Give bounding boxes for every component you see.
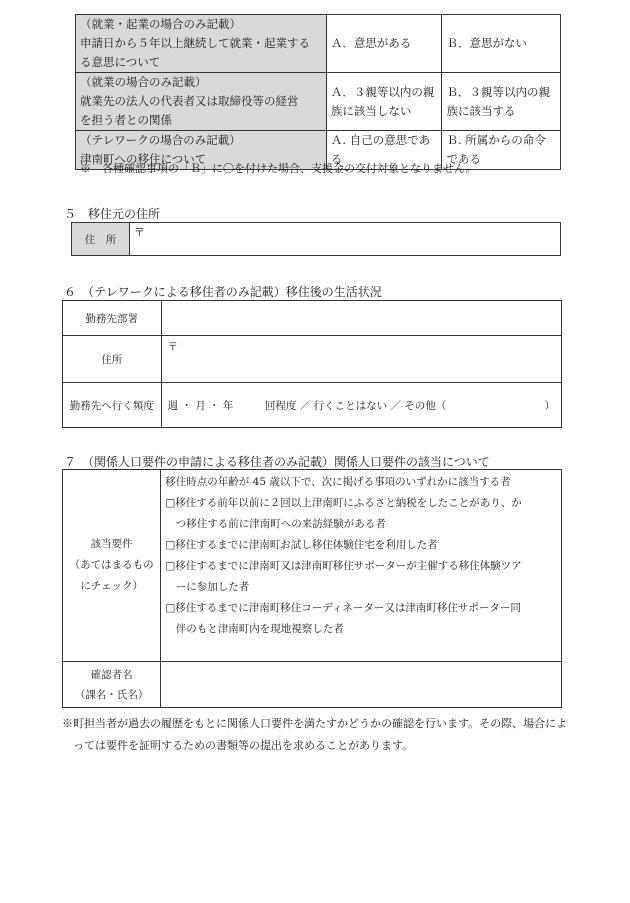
- frequency-label-cell: [63, 383, 162, 428]
- confirmer-field[interactable]: [161, 662, 562, 708]
- option-a-text: Ａ. 自己の意思であ: [330, 133, 431, 147]
- question-cell: [76, 15, 327, 73]
- option-a-cell[interactable]: [326, 15, 442, 73]
- option-b-text: である: [446, 152, 481, 166]
- confirmer-label-line: （課名・氏名）: [74, 688, 149, 701]
- related-population-table: [62, 469, 562, 708]
- requirement-intro: 移住時点の年齢が 45 歳以下で、次に掲げる事項のいずれかに該当する者: [165, 476, 511, 488]
- option-b-text: 族に該当する: [446, 103, 516, 118]
- requirement-checkbox-trial-house[interactable]: □移住するまでに津南町お試し移住体験住宅を利用した者: [165, 539, 438, 551]
- question-line: （就業の場合のみ記載）: [80, 75, 207, 89]
- requirement-checkbox-site-visit[interactable]: □移住するまでに津南町移住コーディネーター又は津南町移住サポーター同: [165, 602, 521, 614]
- workplace-label-cell: [63, 301, 162, 336]
- requirement-text-continued: つ移住する前に津南町への来訪経験がある者: [165, 518, 386, 530]
- option-a-text: る: [330, 152, 343, 166]
- frequency-field[interactable]: [161, 383, 561, 428]
- requirement-label-line: 該当要件: [90, 538, 133, 550]
- requirement-text-continued: ーに参加した者: [165, 581, 250, 593]
- option-a-text: Ａ．３親等以内の親: [330, 84, 435, 99]
- footnote-line: っては要件を証明するための書類等の提出を求めることがあります。: [62, 739, 414, 752]
- requirement-text-continued: 伴のもと津南町内を現地視察した者: [165, 623, 344, 635]
- question-line: る意思について: [80, 55, 161, 69]
- postal-mark: 〒: [167, 341, 179, 353]
- confirm-row-relationship: [76, 73, 561, 131]
- new-address-field[interactable]: [161, 336, 561, 383]
- frequency-close-paren: ）: [544, 399, 555, 412]
- footnote: [62, 713, 567, 757]
- option-b-cell[interactable]: [442, 15, 561, 73]
- option-b-text: Ｂ．３親等以内の親: [446, 84, 550, 99]
- section7-heading: ７ （関係人口要件の申請による移住者のみ記載）関係人口要件の該当について: [64, 455, 490, 469]
- workplace-label: 勤務先部署: [85, 312, 139, 325]
- question-line: を担う者との関係: [80, 113, 172, 127]
- section5-heading: ５ 移住元の住所: [64, 207, 161, 221]
- question-line: （就業・起業の場合のみ記載）: [80, 17, 241, 31]
- new-address-label: 住所: [101, 353, 123, 366]
- section6-heading: ６ （テレワークによる移住者のみ記載）移住後の生活状況: [64, 285, 382, 299]
- postal-mark: 〒: [133, 226, 145, 239]
- confirm-note: ※ 各種確認事項の「Ｂ」に〇を付けた場合、支援金の交付対象となりません。: [80, 162, 477, 175]
- frequency-options: 週 ・ 月 ・ 年 回程度 ／ 行くことはない ／ その他（: [167, 399, 447, 412]
- question-line: 就業先の法人の代表者又は取締役等の経営: [80, 94, 299, 108]
- question-line: （テレワークの場合のみ記載）: [80, 133, 241, 147]
- requirement-checkbox-tour[interactable]: □移住するまでに津南町又は津南町移住サポーターが主催する移住体験ツア: [165, 560, 522, 572]
- requirement-checkbox-hometown-tax[interactable]: □移住する前年以前に２回以上津南町にふるさと納税をしたことがあり、か: [165, 497, 522, 509]
- question-cell: [76, 73, 327, 131]
- frequency-label: 勤務先へ行く頻度: [69, 399, 154, 412]
- address-label-cell: [72, 223, 130, 256]
- living-status-table: [62, 300, 562, 428]
- option-a-text: Ａ．意思がある: [330, 36, 412, 50]
- footnote-line: ※町担当者が過去の履歴をもとに関係人口要件を満たすかどうかの確認を行います。その際、場合によ: [62, 717, 568, 730]
- requirement-list: [161, 470, 562, 662]
- option-b-text: Ｂ．意思がない: [446, 36, 527, 50]
- address-label: 住 所: [84, 233, 117, 246]
- question-line: 津南町への移住について: [80, 152, 207, 166]
- previous-address-field[interactable]: [129, 223, 560, 256]
- option-b-cell[interactable]: [442, 73, 561, 131]
- option-b-text: Ｂ. 所属からの命令: [446, 133, 546, 147]
- new-address-label-cell: [63, 336, 162, 383]
- requirement-label-line: にチェック）: [80, 580, 143, 592]
- confirmer-label-line: 確認者名: [90, 668, 133, 681]
- workplace-field[interactable]: [161, 301, 561, 336]
- confirm-row-continuation: [76, 15, 561, 73]
- question-line: 申請日から５年以上継続して就業・起業する: [80, 36, 310, 50]
- requirement-label-line: （あてはまるもの: [69, 559, 154, 571]
- option-a-text: 族に該当しない: [330, 103, 412, 118]
- confirm-table: [75, 14, 561, 170]
- previous-address-table: [71, 222, 561, 256]
- confirmer-label-cell: [63, 662, 161, 708]
- requirement-label-cell: [63, 470, 161, 662]
- option-a-cell[interactable]: [326, 73, 442, 131]
